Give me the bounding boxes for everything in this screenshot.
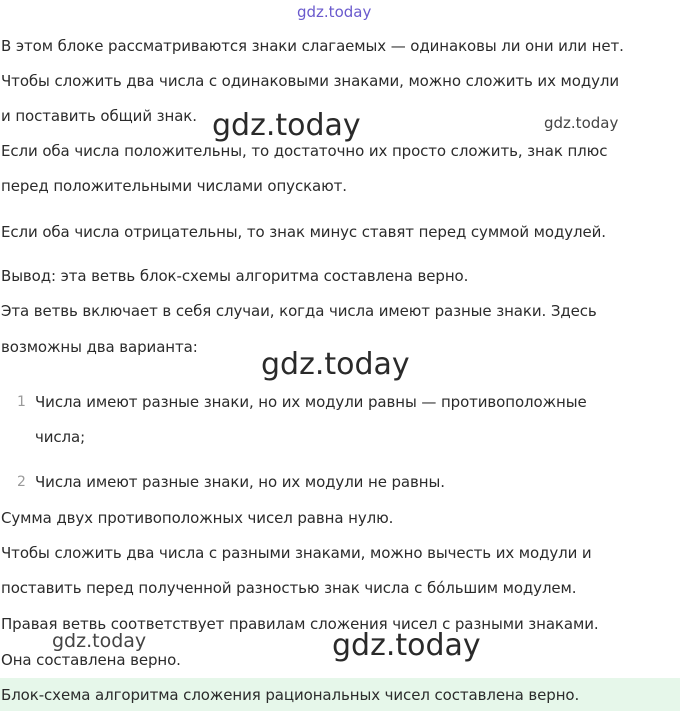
- text-line: Если оба числа положительны, то достаточно их просто сложить, знак плюс: [1, 142, 608, 160]
- text-line: и поставить общий знак.: [1, 107, 197, 125]
- text-line: Сумма двух противоположных чисел равна нулю.: [1, 509, 394, 527]
- text-line: перед положительными числами опускают.: [1, 177, 347, 195]
- watermark: gdz.today: [261, 347, 410, 382]
- list-item-text: Числа имеют разные знаки, но их модули не равны.: [35, 473, 445, 491]
- text-line: Правая ветвь соответствует правилам сложения чисел с разными знаками.: [1, 615, 599, 633]
- text-line: Вывод: эта ветвь блок-схемы алгоритма составлена верно.: [1, 267, 469, 285]
- text-line: Эта ветвь включает в себя случаи, когда числа имеют разные знаки. Здесь: [1, 302, 597, 320]
- watermark: gdz.today: [212, 108, 361, 143]
- watermark-top: gdz.today: [297, 3, 372, 21]
- text-line: поставить перед полученной разностью знак числа с бóльшим модулем.: [1, 579, 577, 597]
- list-item-text: Числа имеют разные знаки, но их модули равны — противоположные: [35, 393, 587, 411]
- conclusion-box: [0, 678, 680, 711]
- text-line: Если оба числа отрицательны, то знак минус ставят перед суммой модулей.: [1, 223, 606, 241]
- text-line: Она составлена верно.: [1, 651, 181, 669]
- watermark: gdz.today: [52, 630, 147, 652]
- list-number: 1: [17, 394, 26, 410]
- watermark: gdz.today: [544, 114, 619, 132]
- text-line: Чтобы сложить два числа с одинаковыми знаками, можно сложить их модули: [1, 72, 619, 90]
- text-line: возможны два варианта:: [1, 338, 198, 356]
- watermark: gdz.today: [332, 628, 481, 663]
- text-line: Чтобы сложить два числа с разными знаками, можно вычесть их модули и: [1, 544, 592, 562]
- conclusion-text: Блок-схема алгоритма сложения рациональных чисел составлена верно.: [1, 686, 580, 704]
- list-number: 2: [17, 474, 26, 490]
- list-item-text: числа;: [35, 428, 86, 446]
- text-line: В этом блоке рассматриваются знаки слагаемых — одинаковы ли они или нет.: [1, 37, 624, 55]
